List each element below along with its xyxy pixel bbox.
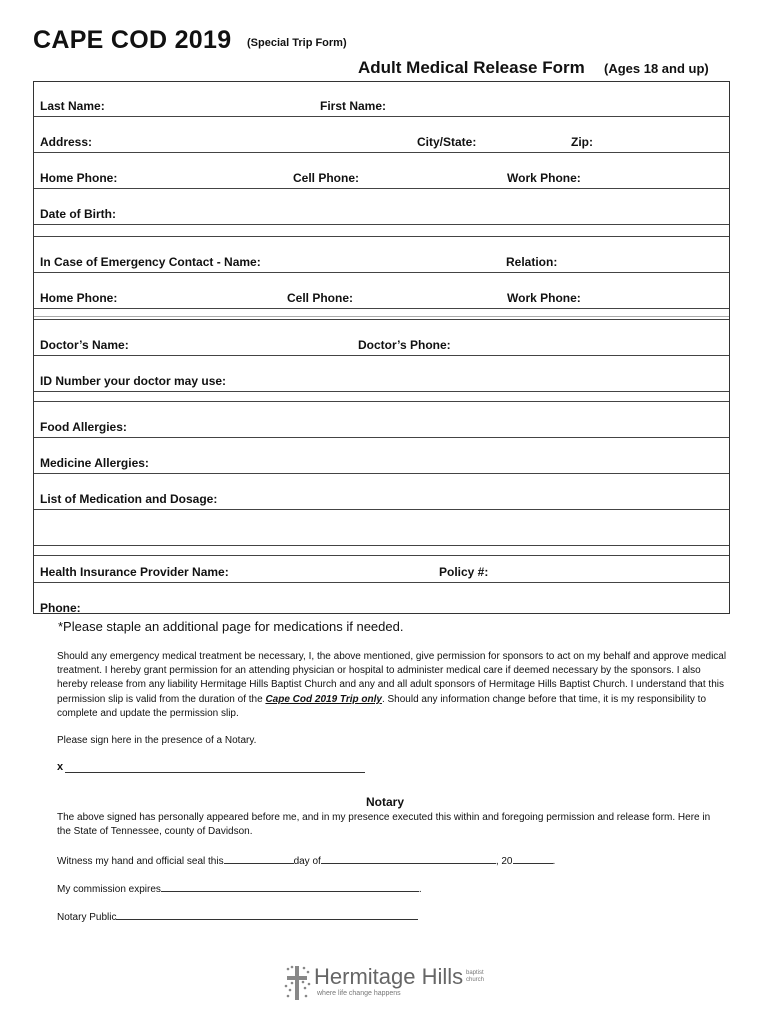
city-state-field[interactable]: City/State: <box>417 135 477 149</box>
notary-public-line <box>57 910 418 923</box>
row-divider <box>34 437 729 438</box>
signature-line[interactable] <box>65 772 365 773</box>
church-cross-logo-icon <box>283 964 313 1002</box>
form-title: Adult Medical Release Form <box>358 58 585 77</box>
emergency-work-phone-field[interactable]: Work Phone: <box>507 291 581 305</box>
emergency-relation-field[interactable]: Relation: <box>506 255 558 269</box>
sign-instruction: Please sign here in the presence of a Notary. <box>57 735 257 746</box>
zip-field[interactable]: Zip: <box>571 135 593 149</box>
date-of-birth-field[interactable]: Date of Birth: <box>40 207 116 221</box>
notary-heading: Notary <box>366 795 405 809</box>
insurance-phone-field[interactable]: Phone: <box>40 601 81 615</box>
row-divider <box>34 116 729 117</box>
medicine-allergies-field[interactable]: Medicine Allergies: <box>40 456 149 470</box>
doctor-name-field[interactable]: Doctor’s Name: <box>40 338 129 352</box>
logo-wordmark: Hermitage Hills <box>314 964 464 989</box>
release-text-part2: . Should any information change before that time, it is my responsibility to complete and update the permission slip. <box>57 693 707 719</box>
logo-side-text <box>466 970 484 984</box>
page-subtitle: (Special Trip Form) <box>247 37 347 49</box>
emergency-contact-name-field[interactable]: In Case of Emergency Contact - Name: <box>40 255 261 269</box>
work-phone-field[interactable]: Work Phone: <box>507 171 581 185</box>
witness-day-label: day of <box>293 856 321 867</box>
row-divider <box>34 582 729 583</box>
row-divider <box>34 188 729 189</box>
doctor-phone-field[interactable]: Doctor’s Phone: <box>358 338 451 352</box>
form-fields-box <box>33 81 730 614</box>
row-divider <box>34 308 729 309</box>
address-field[interactable]: Address: <box>40 135 93 149</box>
release-text-part1: Should any emergency medical treatment be necessary, I, the above mentioned, give permission for sponsors to act on my behalf and approve medical treatment. I hereby grant permission for an attending physician or hospital to administer medical care if deemed necessary by the sponsors. I also hereby release from any liability Hermitage Hills Baptist Church and any and all adult sponsors of Hermitage Hills Baptist Church. I understand that this permission slip is valid from the duration of the <box>57 651 727 705</box>
signature-mark: x <box>57 761 64 773</box>
row-divider <box>34 152 729 153</box>
notary-public-label: Notary Public <box>57 912 117 923</box>
row-divider <box>34 555 729 556</box>
staple-note: *Please staple an additional page for medications if needed. <box>58 619 404 634</box>
commission-end: . <box>418 884 422 895</box>
row-divider <box>34 236 729 237</box>
policy-number-field[interactable]: Policy #: <box>439 565 489 579</box>
notary-public-blank[interactable] <box>116 910 418 920</box>
page-title: CAPE COD 2019 <box>33 26 232 54</box>
form-title-age: (Ages 18 and up) <box>604 61 709 76</box>
emergency-cell-phone-field[interactable]: Cell Phone: <box>287 291 354 305</box>
last-name-field[interactable]: Last Name: <box>40 99 105 113</box>
commission-blank[interactable] <box>161 882 419 892</box>
row-divider <box>34 272 729 273</box>
row-divider <box>34 401 729 402</box>
row-divider <box>34 545 729 546</box>
witness-year-label: , 20 <box>495 856 513 867</box>
first-name-field[interactable]: First Name: <box>320 99 387 113</box>
witness-line <box>57 854 555 867</box>
emergency-home-phone-field[interactable]: Home Phone: <box>40 291 118 305</box>
witness-year-blank[interactable] <box>513 854 553 864</box>
logo-side-line2: church <box>466 977 485 983</box>
medication-dosage-field[interactable]: List of Medication and Dosage: <box>40 492 218 506</box>
trip-name-emphasis: Cape Cod 2019 Trip only <box>265 693 382 705</box>
row-divider <box>34 319 729 320</box>
witness-month-blank[interactable] <box>321 854 496 864</box>
doctor-id-number-field[interactable]: ID Number your doctor may use: <box>40 374 227 388</box>
insurance-provider-field[interactable]: Health Insurance Provider Name: <box>40 565 229 579</box>
row-divider <box>34 224 729 225</box>
release-paragraph <box>57 650 727 721</box>
witness-day-blank[interactable] <box>224 854 294 864</box>
row-divider <box>34 391 729 392</box>
notary-statement: The above signed has personally appeared before me, and in my presence executed this within and foregoing permission and release form. Here in the State of Tennessee, county of Davidson. <box>57 812 711 837</box>
row-divider <box>34 316 729 317</box>
row-divider <box>34 509 729 510</box>
commission-label: My commission expires <box>57 884 161 895</box>
logo-side-line1: baptist <box>466 970 484 976</box>
food-allergies-field[interactable]: Food Allergies: <box>40 420 127 434</box>
logo-tagline: where life change happens <box>317 990 401 997</box>
witness-end: . <box>552 856 556 867</box>
cell-phone-field[interactable]: Cell Phone: <box>293 171 360 185</box>
row-divider <box>34 473 729 474</box>
commission-line <box>57 882 422 895</box>
row-divider <box>34 355 729 356</box>
home-phone-field[interactable]: Home Phone: <box>40 171 118 185</box>
witness-prefix: Witness my hand and official seal this <box>57 856 224 867</box>
